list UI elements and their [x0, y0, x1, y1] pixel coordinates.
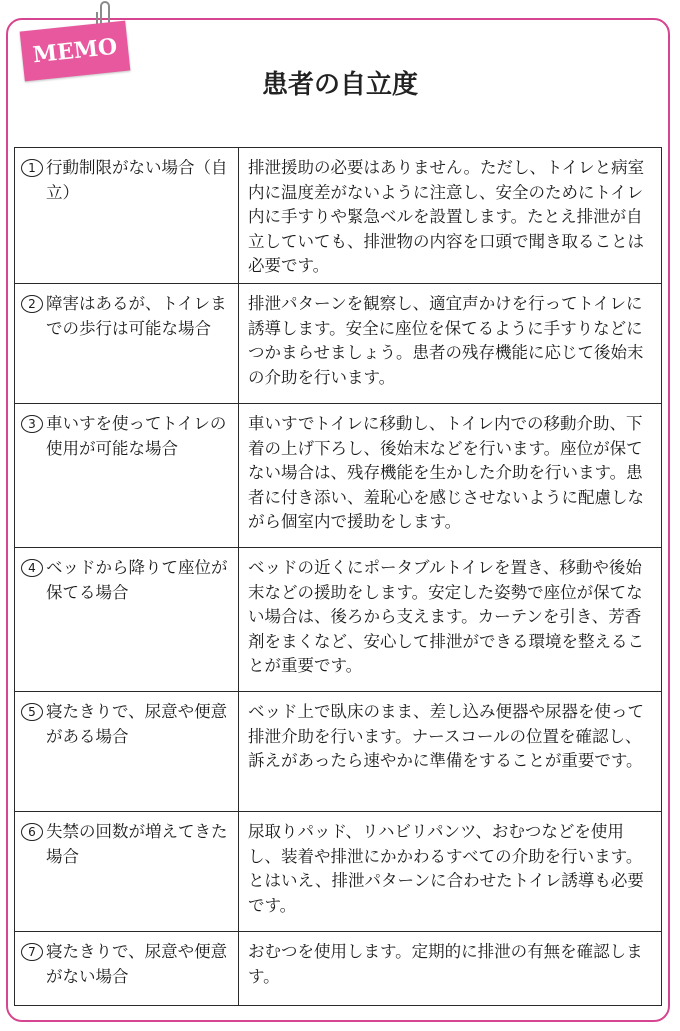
level-text: 寝たきりで、尿意や便意がある場合 — [46, 702, 228, 746]
table-row — [15, 812, 662, 932]
number-badge: 2 — [21, 295, 43, 313]
table-row — [15, 692, 662, 812]
level-text: 寝たきりで、尿意や便意がない場合 — [46, 942, 228, 986]
level-cell — [15, 148, 239, 284]
description-cell: 排泄パターンを観察し、適宜声かけを行ってトイレに誘導します。安全に座位を保てるように手すりなどにつかまらせましょう。患者の残存機能に応じて後始末の介助を行います。 — [239, 284, 662, 404]
table-row — [15, 548, 662, 692]
table-row — [15, 404, 662, 548]
description-cell: 車いすでトイレに移動し、トイレ内での移動介助、下着の上げ下ろし、後始末などを行います。座位が保てない場合は、残存機能を生かした介助を行います。患者に付き添い、羞恥心を感じさせないように配慮しながら個室内で援助をします。 — [239, 404, 662, 548]
memo-label: MEMO — [31, 33, 119, 69]
level-cell — [15, 692, 239, 812]
description-cell: 排泄援助の必要はありません。ただし、トイレと病室内に温度差がないように注意し、安全のためにトイレ内に手すりや緊急ベルを設置します。たとえ排泄が自立していても、排泄物の内容を口頭で聞き取ることは必要です。 — [239, 148, 662, 284]
description-cell: ベッドの近くにポータブルトイレを置き、移動や後始末などの援助をします。安定した姿勢で座位が保てない場合は、後ろから支えます。カーテンを引き、芳香剤をまくなど、安心して排泄ができる環境を整えることが重要です。 — [239, 548, 662, 692]
page-title: 患者の自立度 — [261, 70, 418, 100]
description-cell: ベッド上で臥床のまま、差し込み便器や尿器を使って排泄介助を行います。ナースコールの位置を確認し、訴えがあったら速やかに準備をすることが重要です。 — [239, 692, 662, 812]
level-text: ベッドから降りて座位が保てる場合 — [46, 558, 228, 602]
number-badge: 3 — [21, 415, 43, 433]
level-cell — [15, 812, 239, 932]
level-text: 行動制限がない場合（自立） — [46, 158, 228, 202]
table-row — [15, 932, 662, 1006]
level-cell — [15, 548, 239, 692]
number-badge: 5 — [21, 703, 43, 721]
autonomy-table — [14, 147, 662, 1006]
level-text: 車いすを使ってトイレの使用が可能な場合 — [46, 414, 227, 458]
number-badge: 6 — [21, 823, 43, 841]
level-cell — [15, 284, 239, 404]
number-badge: 7 — [21, 943, 43, 961]
level-text: 障害はあるが、トイレまでの歩行は可能な場合 — [46, 294, 227, 338]
description-cell: 尿取りパッド、リハビリパンツ、おむつなどを使用し、装着や排泄にかかわるすべての介助を行います。とはいえ、排泄パターンに合わせたトイレ誘導も必要です。 — [239, 812, 662, 932]
number-badge: 1 — [21, 159, 43, 177]
table-row — [15, 284, 662, 404]
level-cell — [15, 404, 239, 548]
table-row — [15, 148, 662, 284]
level-cell — [15, 932, 239, 1006]
description-cell: おむつを使用します。定期的に排泄の有無を確認します。 — [239, 932, 662, 1006]
number-badge: 4 — [21, 559, 43, 577]
level-text: 失禁の回数が増えてきた場合 — [46, 822, 228, 866]
